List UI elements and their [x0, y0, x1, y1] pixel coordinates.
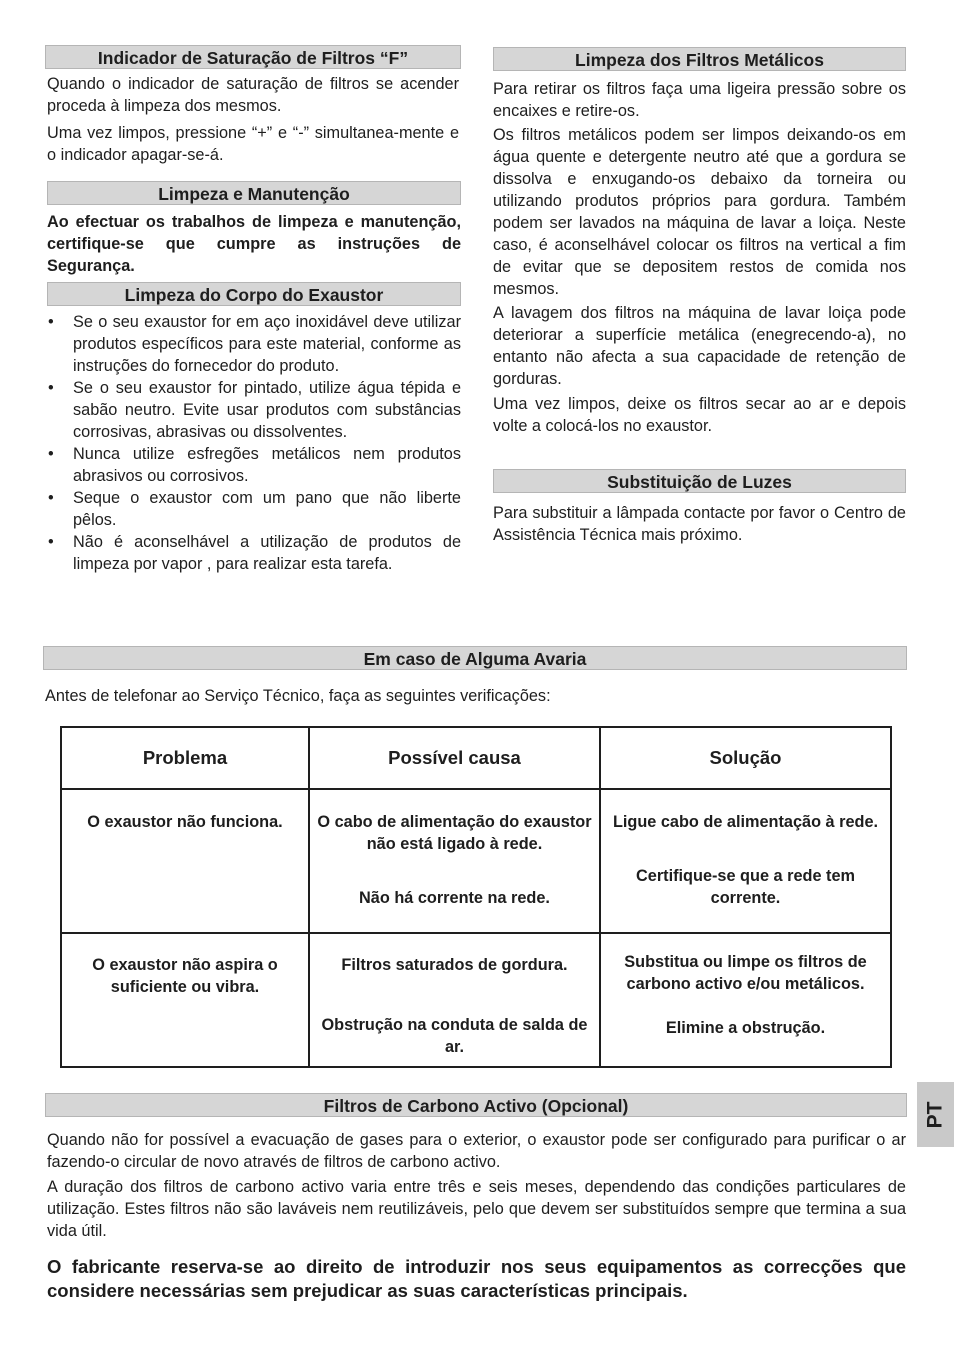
problem-cell [61, 789, 309, 933]
para-metal-1: Para retirar os filtros faça uma ligeira pressão sobre os encaixes e retire-os. [493, 80, 906, 120]
cause-text: Filtros saturados de gordura. [341, 956, 568, 974]
header-body-cleaning: Limpeza do Corpo do Exaustor [47, 282, 461, 306]
table-row [61, 789, 891, 933]
col-header-solution: Solução [600, 727, 891, 789]
para-metal-2: Os filtros metálicos podem ser limpos deixando-os em água quente e detergente neutro até que a gordura se dissolva e enxugando-os debaixo da torneira ou utilizando produtos próprios para gordura. Também podem ser lavados na máquina de lavar a loiça. Neste caso, é aconselhável colocar os filtros na vertical a fim de evitar que se depositem restos de comida nos mesmos. [493, 126, 906, 298]
header-light-replacement: Substituição de Luzes [493, 469, 906, 493]
problem-text: O exaustor não aspira o suficiente ou vibra. [92, 956, 278, 996]
table-header-row [61, 727, 891, 789]
list-item: • Nunca utilize esfregões metálicos nem produtos abrasivos ou corrosivos. [47, 443, 461, 487]
para-saturation-2: Uma vez limpos, pressione “+” e “-” simultanea-mente e o indicador apagar-se-á. [47, 124, 459, 164]
solution-text: Certifique-se que a rede tem corrente. [636, 867, 855, 907]
problem-text: O exaustor não funciona. [87, 813, 283, 831]
solution-cell [600, 789, 891, 933]
para-safety-notice: Ao efectuar os trabalhos de limpeza e manutenção, certifique-se que cumpre as instruções de Segurança. [47, 213, 461, 275]
cause-text: O cabo de alimentação do exaustor não está ligado à rede. [317, 813, 592, 853]
header-fault: Em caso de Alguma Avaria [43, 646, 907, 670]
body-cleaning-list [47, 311, 461, 575]
para-metal-3: A lavagem dos filtros na máquina de lavar loiça pode deteriorar a superfície metálica (enegrecendo-a), no entanto não afecta a sua capacidade de retenção de gorduras. [493, 304, 906, 388]
list-item: • Seque o exaustor com um pano que não liberte pêlos. [47, 487, 461, 531]
table-row [61, 933, 891, 1067]
para-saturation-1: Quando o indicador de saturação de filtros se acender proceda à limpeza dos mesmos. [47, 75, 459, 115]
cause-text: Obstrução na conduta de salda de ar. [321, 1016, 588, 1056]
header-metal-filters: Limpeza dos Filtros Metálicos [493, 47, 906, 71]
solution-cell [600, 933, 891, 1067]
para-carbon-2: A duração dos filtros de carbono activo varia entre três e seis meses, dependendo das condições particulares de utilização. Estes filtros não são laváveis nem reutilizáveis, pelo que devem ser substituídos sempre que termina a sua vida útil. [47, 1178, 906, 1240]
col-header-cause: Possível causa [309, 727, 600, 789]
solution-text: Elimine a obstrução. [665, 1019, 826, 1037]
problem-cell [61, 933, 309, 1067]
header-filter-saturation: Indicador de Saturação de Filtros “F” [45, 45, 461, 69]
list-item: • Se o seu exaustor for pintado, utilize água tépida e sabão neutro. Evite usar produtos com substâncias corrosivas, abrasivas ou dissolventes. [47, 377, 461, 443]
cause-cell [309, 789, 600, 933]
list-item: • Se o seu exaustor for em aço inoxidável deve utilizar produtos específicos para este material, conforme as instruções do fornecedor do produto. [47, 311, 461, 377]
para-carbon-1: Quando não for possível a evacuação de gases para o exterior, o exaustor pode ser configurado para purificar o ar fazendo-o circular de novo através de filtros de carbono activo. [47, 1131, 906, 1171]
col-header-problem: Problema [61, 727, 309, 789]
fault-table [60, 726, 892, 1068]
para-metal-4: Uma vez limpos, deixe os filtros secar ao ar e depois volte a colocá-los no exaustor. [493, 395, 906, 435]
cause-text: Não há corrente na rede. [359, 889, 550, 907]
header-cleaning-maintenance: Limpeza e Manutenção [47, 181, 461, 205]
manufacturer-note: O fabricante reserva-se ao direito de introduzir nos seus equipamentos as correcções que considere necessárias sem prejudicar as suas características principais. [47, 1256, 906, 1301]
header-carbon-filters: Filtros de Carbono Activo (Opcional) [45, 1093, 907, 1117]
language-tab-label: PT [923, 1101, 947, 1128]
para-fault-intro: Antes de telefonar ao Serviço Técnico, faça as seguintes verificações: [45, 687, 551, 705]
para-lights: Para substituir a lâmpada contacte por favor o Centro de Assistência Técnica mais próximo. [493, 504, 906, 544]
language-tab [917, 1082, 954, 1147]
cause-cell [309, 933, 600, 1067]
list-item: • Não é aconselhável a utilização de produtos de limpeza por vapor , para realizar esta tarefa. [47, 531, 461, 575]
solution-text: Ligue cabo de alimentação à rede. [612, 813, 879, 831]
solution-text: Substitua ou limpe os filtros de carbono activo e/ou metálicos. [624, 953, 867, 993]
